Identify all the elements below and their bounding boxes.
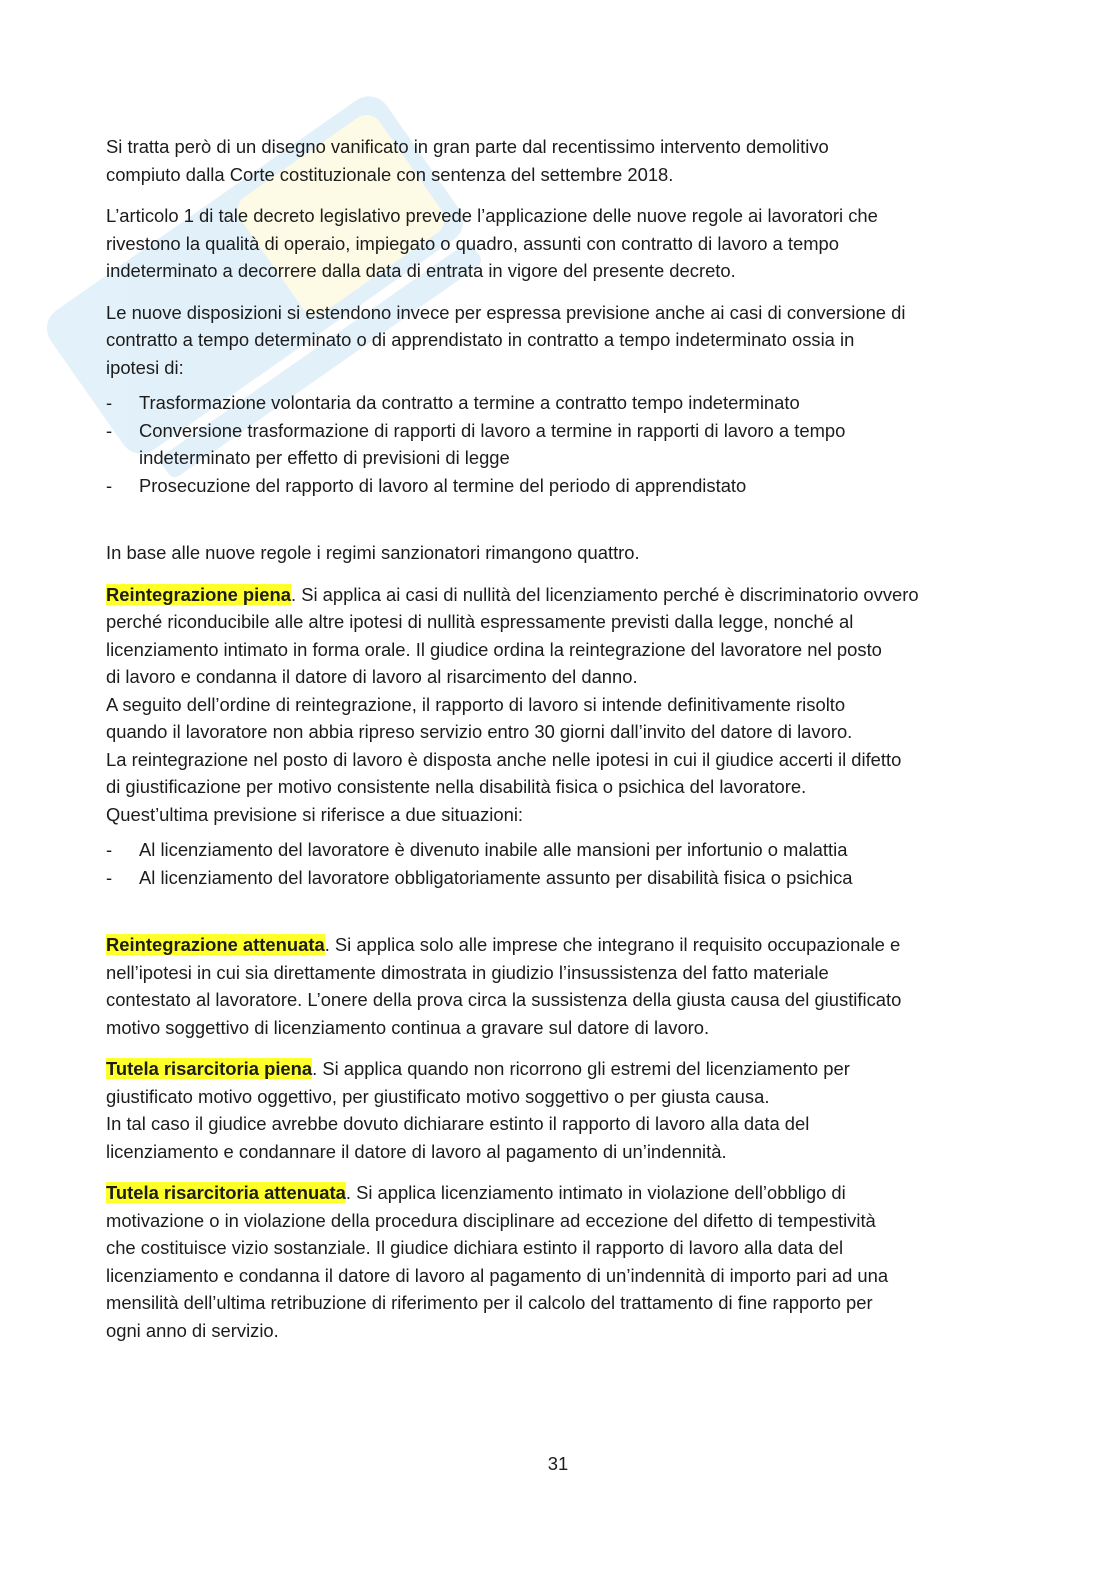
text-line: di lavoro e condanna il datore di lavoro al risarcimento del danno. <box>106 666 638 687</box>
text-line: L’articolo 1 di tale decreto legislativo prevede l’applicazione delle nuove regole ai lavoratori che <box>106 205 878 226</box>
text-line: di giustificazione per motivo consistente nella disabilità fisica o psichica del lavoratore. <box>106 776 807 797</box>
text-line: In base alle nuove regole i regimi sanzionatori rimangono quattro. <box>106 542 640 563</box>
situations-list <box>106 836 1026 891</box>
text-line: Le nuove disposizioni si estendono invece per espressa previsione anche ai casi di conversione di <box>106 301 906 323</box>
text-line: rivestono la qualità di operaio, impiegato o quadro, assunti con contratto di lavoro a tempo <box>106 232 840 254</box>
text-line: - Trasformazione volontaria da contratto a termine a contratto tempo indeterminato <box>139 392 800 413</box>
paragraph-tutela-risarcitoria-piena <box>106 1055 1026 1165</box>
text-line: perché riconducibile alle altre ipotesi di nullità espressamente previsti dalla legge, nonché al <box>106 611 854 632</box>
text-line: giustificato motivo oggettivo, per giustificato motivo soggettivo o per giusta causa. <box>106 1085 770 1107</box>
paragraph-reintegrazione-piena <box>106 581 1026 829</box>
paragraph-intro <box>106 133 1026 188</box>
list-item <box>106 417 1026 472</box>
paragraph-article-1 <box>106 202 1026 285</box>
conversion-cases-list <box>106 389 1026 499</box>
page-number: 31 <box>547 1453 569 1474</box>
text-line: compiuto dalla Corte costituzionale con sentenza del settembre 2018. <box>106 163 674 185</box>
text-line: motivo soggettivo di licenziamento continua a gravare sul datore di lavoro. <box>106 1016 710 1038</box>
text-line: ipotesi di: <box>106 356 184 378</box>
text-line: mensilità dell’ultima retribuzione di riferimento per il calcolo del trattamento di fine rapporto per <box>106 1292 873 1313</box>
text-line: contestato al lavoratore. L’onere della prova circa la sussistenza della giusta causa del giustificato <box>106 989 902 1010</box>
paragraph-tutela-risarcitoria-attenuata <box>106 1179 1026 1344</box>
list-item <box>106 836 1026 864</box>
highlighted-term: Tutela risarcitoria attenuata <box>106 1182 346 1203</box>
text-line: - Al licenziamento del lavoratore obbligatoriamente assunto per disabilità fisica o psichica <box>139 866 853 888</box>
text-line: - Al licenziamento del lavoratore è divenuto inabile alle mansioni per infortunio o malattia <box>139 839 848 860</box>
text-line: Quest’ultima previsione si riferisce a due situazioni: <box>106 803 524 825</box>
text-line: licenziamento e condannare il datore di lavoro al pagamento di un’indennità. <box>106 1140 727 1162</box>
paragraph-reintegrazione-attenuata <box>106 931 1026 1041</box>
text-line: che costituisce vizio sostanziale. Il giudice dichiara estinto il rapporto di lavoro alla data del <box>106 1237 844 1258</box>
text-line: Si tratta però di un disegno vanificato in gran parte dal recentissimo intervento demolitivo <box>106 136 829 157</box>
list-item <box>106 389 1026 417</box>
text-line: In tal caso il giudice avrebbe dovuto dichiarare estinto il rapporto di lavoro alla data del <box>106 1113 810 1134</box>
text-line: . Si applica quando non ricorrono gli estremi del licenziamento per <box>312 1058 850 1079</box>
text-line: nell’ipotesi in cui sia direttamente dimostrata in giudizio l’insussistenza del fatto materiale <box>106 961 829 983</box>
text-line: quando il lavoratore non abbia ripreso servizio entro 30 giorni dall’invito del datore di lavoro. <box>106 721 853 742</box>
text-line: La reintegrazione nel posto di lavoro è disposta anche nelle ipotesi in cui il giudice accerti il difetto <box>106 748 902 770</box>
text-line: . Si applica licenziamento intimato in violazione dell’obbligo di <box>345 1182 846 1203</box>
text-line: A seguito dell’ordine di reintegrazione, il rapporto di lavoro si intende definitivamente risolto <box>106 693 846 715</box>
highlighted-term: Tutela risarcitoria piena <box>106 1058 313 1079</box>
paragraph-sanction-regimes <box>106 539 1026 567</box>
highlighted-term: Reintegrazione attenuata <box>106 934 325 955</box>
text-line: ogni anno di servizio. <box>106 1319 279 1341</box>
text-line: indeterminato per effetto di previsioni di legge <box>139 447 510 468</box>
text-line: - Prosecuzione del rapporto di lavoro al termine del periodo di apprendistato <box>139 474 747 496</box>
paragraph-new-provisions <box>106 299 1026 382</box>
text-line: . Si applica ai casi di nullità del licenziamento perché è discriminatorio ovvero <box>290 583 919 605</box>
text-line: motivazione o in violazione della procedura disciplinare ad eccezione del difetto di tempestività <box>106 1209 876 1231</box>
text-line: indeterminato a decorrere dalla data di entrata in vigore del presente decreto. <box>106 260 736 281</box>
document-body <box>106 133 1026 1358</box>
text-line: . Si applica solo alle imprese che integrano il requisito occupazionale e <box>324 934 901 955</box>
list-item <box>106 864 1026 892</box>
list-item <box>106 472 1026 500</box>
text-line: licenziamento e condanna il datore di lavoro al pagamento di un’indennità di importo pari ad una <box>106 1264 889 1286</box>
text-line: - Conversione trasformazione di rapporti di lavoro a termine in rapporti di lavoro a tempo <box>139 419 846 441</box>
text-line: licenziamento intimato in forma orale. Il giudice ordina la reintegrazione del lavoratore nel posto <box>106 638 882 660</box>
text-line: contratto a tempo determinato o di apprendistato in contratto a tempo indeterminato ossia in <box>106 329 855 350</box>
highlighted-term: Reintegrazione piena <box>106 583 291 605</box>
